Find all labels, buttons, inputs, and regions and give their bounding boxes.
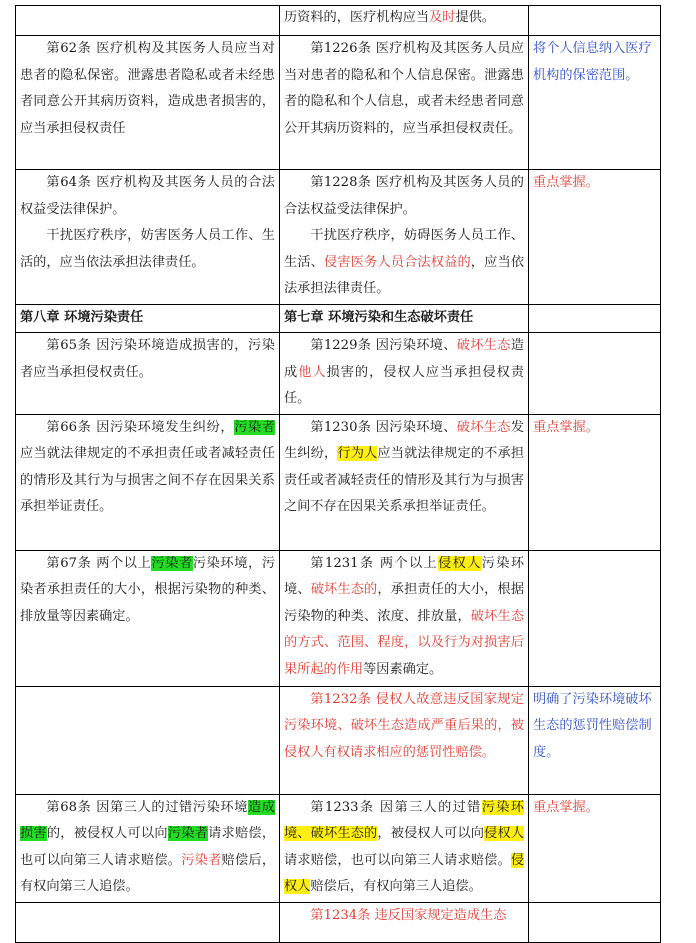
new-article-text (284, 415, 524, 521)
old-text-highlight: 污染者 (151, 555, 193, 571)
old-article-cell (16, 6, 280, 36)
old-text: 请求赔偿，也可以向第三人请求赔偿。 (20, 826, 276, 868)
new-article-text (284, 795, 524, 901)
new-text-changed: 侵害医务人员合法权益的 (324, 254, 471, 270)
new-text-changed: 破坏生态 (456, 419, 511, 435)
new-text: 第1233条 因第三人的过错 (310, 799, 482, 815)
new-article-cell (280, 414, 529, 550)
table-row (16, 333, 661, 415)
table-row (16, 794, 661, 902)
table-row (16, 6, 661, 36)
new-text-highlight: 行为人 (337, 446, 378, 461)
new-text: ，被侵权人可以向 (377, 826, 485, 841)
note-text: 明确了污染环境破坏生态的惩罚性赔偿制度。 (533, 691, 652, 760)
chapter-row (16, 304, 661, 333)
table-row (16, 686, 661, 794)
new-article-text (284, 333, 524, 413)
new-text-changed: 破坏生态的方式、范围、程度，以及行为对损害后果所起的作用 (284, 608, 525, 677)
new-text: 损害的，侵权人应当承担侵权责任。 (284, 364, 525, 406)
new-text: 发生纠纷， (284, 419, 524, 461)
new-text-highlight: 侵权人 (438, 555, 482, 571)
old-text: 赔偿后，有权向第三人追偿。 (20, 852, 276, 894)
old-text-highlight: 污染者 (234, 419, 275, 435)
new-text-changed: 破坏生态 (456, 338, 511, 353)
new-article-text: 第1232条 侵权人故意违反国家规定污染环境、破坏生态造成严重后果的，被侵权人有权请求相应的惩罚性赔偿。 (284, 691, 524, 760)
new-text: 历资料的，医疗机构应当 (284, 10, 430, 25)
old-article-cell (16, 550, 280, 686)
new-article-text: 第1226条 医疗机构及其医务人员应当对患者的隐私和个人信息保密。泄露患者的隐私和个人信息，或者未经患者同意公开其病历资料的，应当承担侵权责任。 (284, 41, 524, 136)
new-article-cell (280, 6, 529, 36)
new-text: 应当就法律规定的不承担责任或者减轻责任的情形及其行为与损害之间不存在因果关系承担举证责任。 (284, 446, 525, 514)
new-text-changed: 及时 (429, 10, 456, 25)
new-text: 干扰医疗秩序，妨碍医务人员工作、生活、 (284, 228, 524, 270)
old-article-cell (16, 686, 280, 794)
new-text: 赔偿后，有权向第三人追偿。 (310, 879, 482, 894)
new-text: 污染环境、 (284, 555, 525, 597)
new-article-cell (280, 902, 529, 942)
old-article-text (20, 551, 275, 631)
note-cell (529, 36, 661, 170)
new-text: 请求赔偿，也可以向第三人请求赔偿。 (284, 852, 511, 868)
new-text: 第1231条 两个以上 (310, 555, 439, 571)
note-cell (529, 6, 661, 36)
old-text: 应当就法律规定的不承担责任或者减轻责任的情形及其行为与损害之间不存在因果关系承担举证责任。 (20, 446, 275, 514)
new-text-highlight: 侵权人 (484, 826, 525, 841)
new-text: ，承担责任的大小，根据污染物的种类、浓度、排放量， (284, 582, 525, 624)
old-chapter-title: 第八章 环境污染责任 (16, 304, 280, 333)
new-text: ，应当依法承担法律责任。 (284, 254, 525, 296)
note-cell (529, 333, 661, 415)
note-text: 重点掌握。 (533, 799, 599, 815)
note-text: 重点掌握。 (533, 175, 599, 190)
old-article-cell (16, 794, 280, 902)
new-article-text: 第1234条 违反国家规定造成生态 (310, 907, 507, 923)
old-article-text (20, 415, 275, 521)
new-article-cell (280, 794, 529, 902)
old-text-highlight: 污染者 (167, 826, 209, 841)
new-text: 第1230条 因污染环境、 (310, 419, 457, 435)
new-text-highlight: 侵权人 (284, 852, 524, 894)
table-row (16, 550, 661, 686)
new-text: 第1229条 因污染环境、 (310, 338, 457, 353)
note-cell (529, 414, 661, 550)
old-article-text: 第65条 因污染环境造成损害的，污染者应当承担侵权责任。 (20, 338, 275, 380)
old-article-cell (16, 36, 280, 170)
law-comparison-table (15, 5, 661, 943)
old-text: 第67条 两个以上 (46, 555, 152, 571)
old-text: 污染环境，污染者承担责任的大小，根据污染物的种类、排放量等因素确定。 (20, 555, 276, 624)
new-article-cell (280, 170, 529, 305)
table-row (16, 170, 661, 305)
new-text: 等因素确定。 (363, 661, 443, 677)
note-cell (529, 902, 661, 942)
note-cell (529, 794, 661, 902)
table-row (16, 902, 661, 942)
new-article-cell (280, 333, 529, 415)
new-text-changed: 破坏生态的 (310, 582, 378, 597)
table-row (16, 414, 661, 550)
old-article-cell (16, 414, 280, 550)
old-article-cell (16, 170, 280, 305)
new-text-highlight: 污染环境、破坏生态的 (284, 799, 524, 841)
old-article-text: 第64条 医疗机构及其医务人员的合法权益受法律保护。 (20, 175, 275, 217)
new-text: 造成 (284, 338, 524, 380)
old-text-highlight: 造成损害 (20, 799, 275, 841)
note-text: 将个人信息纳入医疗机构的保密范围。 (533, 41, 652, 83)
note-cell (529, 170, 661, 305)
new-text: 提供。 (455, 10, 495, 25)
old-article-cell (16, 902, 280, 942)
new-article-cell (280, 686, 529, 794)
old-text: 第68条 因第三人的过错污染环境 (46, 799, 248, 815)
old-article-text: 干扰医疗秩序，妨害医务人员工作、生活的，应当依法承担法律责任。 (20, 228, 275, 270)
new-chapter-title: 第七章 环境污染和生态破坏责任 (280, 304, 529, 333)
old-article-cell (16, 333, 280, 415)
new-article-text (284, 223, 524, 303)
note-cell (529, 304, 661, 333)
note-cell (529, 550, 661, 686)
new-article-text (284, 551, 524, 684)
old-article-text: 第62条 医疗机构及其医务人员应当对患者的隐私保密。泄露患者隐私或者未经患者同意公开其病历资料，造成患者损害的，应当承担侵权责任 (20, 41, 275, 136)
old-text-changed: 污染者 (181, 852, 222, 868)
new-article-text: 第1228条 医疗机构及其医务人员的合法权益受法律保护。 (284, 175, 524, 217)
old-text: 第66条 因污染环境发生纠纷， (46, 419, 235, 435)
note-text: 重点掌握。 (533, 419, 599, 435)
old-article-text (20, 795, 275, 901)
note-cell (529, 686, 661, 794)
old-text: 的，被侵权人可以向 (46, 826, 168, 841)
new-article-cell (280, 550, 529, 686)
new-text-changed: 他人 (298, 364, 327, 380)
new-article-cell (280, 36, 529, 170)
table-row (16, 36, 661, 170)
